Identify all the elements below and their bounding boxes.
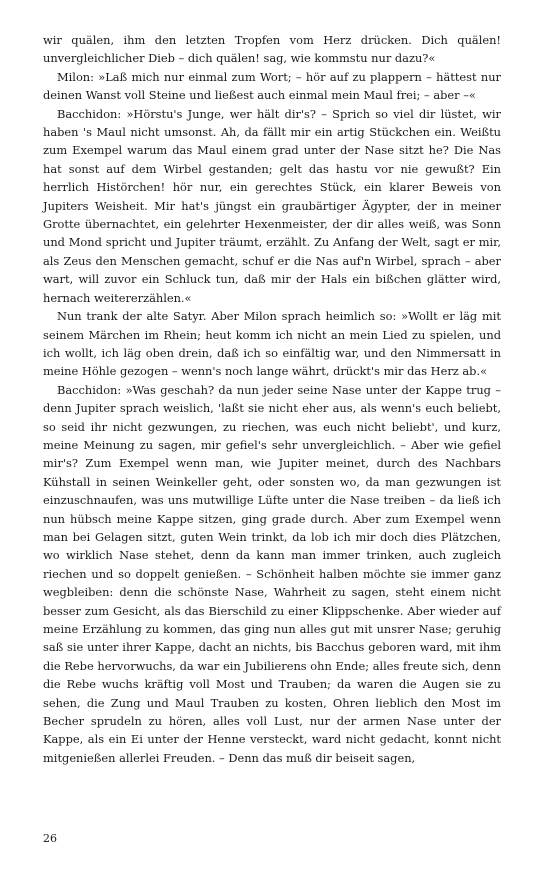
page-body	[43, 31, 501, 821]
paragraph-narration: Nun trank der alte Satyr. Aber Milon sprach heimlich so: »Wollt er läg mit seinem Märchen im Rhein; heut komm ich nicht an mein Lied zu spielen, und ich wollt, ich läg oben drein, daß ich so einfältig war, und den Nimmersatt in meine Höhle gezogen – wenn's noch lange währt, drückt's mir das Herz ab.«	[43, 309, 501, 379]
paragraph-bacchidon-1: Bacchidon: »Hörstu's Junge, wer hält dir's? – Sprich so viel dir lüstet, wir haben 's Maul nicht umsonst. Ah, da fällt mir ein artig Stückchen ein. Weißtu zum Exempel warum das Maul einem grad unter der Nase sitzt he? Die Nas hat sonst auf dem Wirbel gestanden; gelt das hastu vor nie gewußt? Ein herrlich Histörchen! hör nur, ein gerechtes Stück, ein klarer Beweis von Jupiters Weisheit. Mir hat's jüngst ein graubärtiger Ägypter, der in meiner Grotte übernachtet, ein gelehrter Hexenmeister, der dir alles weiß, was Sonn und Mond spricht und Jupiter träumt, erzählt. Zu Anfang der Welt, sagt er mir, als Zeus den Menschen gemacht, schuf er die Nas auf'n Wirbel, sprach – aber wart, will zuvor ein Schluck tun, daß mir der Hals ein bißchen glätter wird, hernach weitererzählen.«	[43, 106, 501, 305]
page-number: 26	[43, 832, 57, 845]
paragraph-milon-1: Milon: »Laß mich nur einmal zum Wort; – hör auf zu plappern – hättest nur deinen Wanst voll Steine und ließest auch einmal mein Maul frei; – aber –«	[43, 69, 501, 103]
paragraph-bacchidon-2: Bacchidon: »Was geschah? da nun jeder seine Nase unter der Kappe trug – denn Jupiter sprach weislich, 'laßt sie nicht eher aus, als wenn's euch beliebt, so seid ihr nicht gezwungen, zu riechen, was euch nicht beliebt', und kurz, meine Meinung zu sagen, mir gefiel's sehr unvergleichlich. – Aber wie gefiel mir's? Zum Exempel wenn man, wie Jupiter meinet, durch des Nachbars Kühstall in seinen Weinkeller geht, oder sonsten wo, da man gezwungen ist einzuschnaufen, was uns mutwillige Lüfte unter die Nase treiben – da ließ ich nun hübsch meine Kappe sitzen, ging grade durch. Aber zum Exempel wenn man bei Gelagen sitzt, guten Wein trinkt, da lob ich mir doch dies Plätzchen, wo wirklich Nase stehet, denn da kann man immer trinken, auch zugleich riechen und so doppelt genießen. – Schönheit halben möchte sie immer ganz wegbleiben: denn die schönste Nase, Wahrheit zu sagen, steht einem nicht besser zum Gesicht, als das Bierschild zu einer Klippschenke. Aber wieder auf meine Erzählung zu kommen, das ging nun alles gut mit unsrer Nase; geruhig saß sie unter ihrer Kappe, dacht an nichts, bis Bacchus geboren ward, mit ihm die Rebe hervorwuchs, da war ein Jubilierens ohn Ende; alles freute sich, denn die Rebe wuchs kräftig voll Most und Trauben; da waren die Augen sie zu sehen, die Zung und Maul Trauben zu kosten, Ohren lieblich den Most im Becher sprudeln zu hören, alles voll Lust, nur der armen Nase unter der Kappe, als ein Ei unter der Henne versteckt, ward nicht gedacht, konnt nicht mitgenießen allerlei Freuden. – Denn das muß dir beiseit sagen,	[43, 382, 501, 765]
paragraph-continuation: wir quälen, ihm den letzten Tropfen vom Herz drücken. Dich quälen! unvergleichlicher Dieb – dich quälen! sag, wie kommstu nur dazu?«	[43, 33, 501, 66]
